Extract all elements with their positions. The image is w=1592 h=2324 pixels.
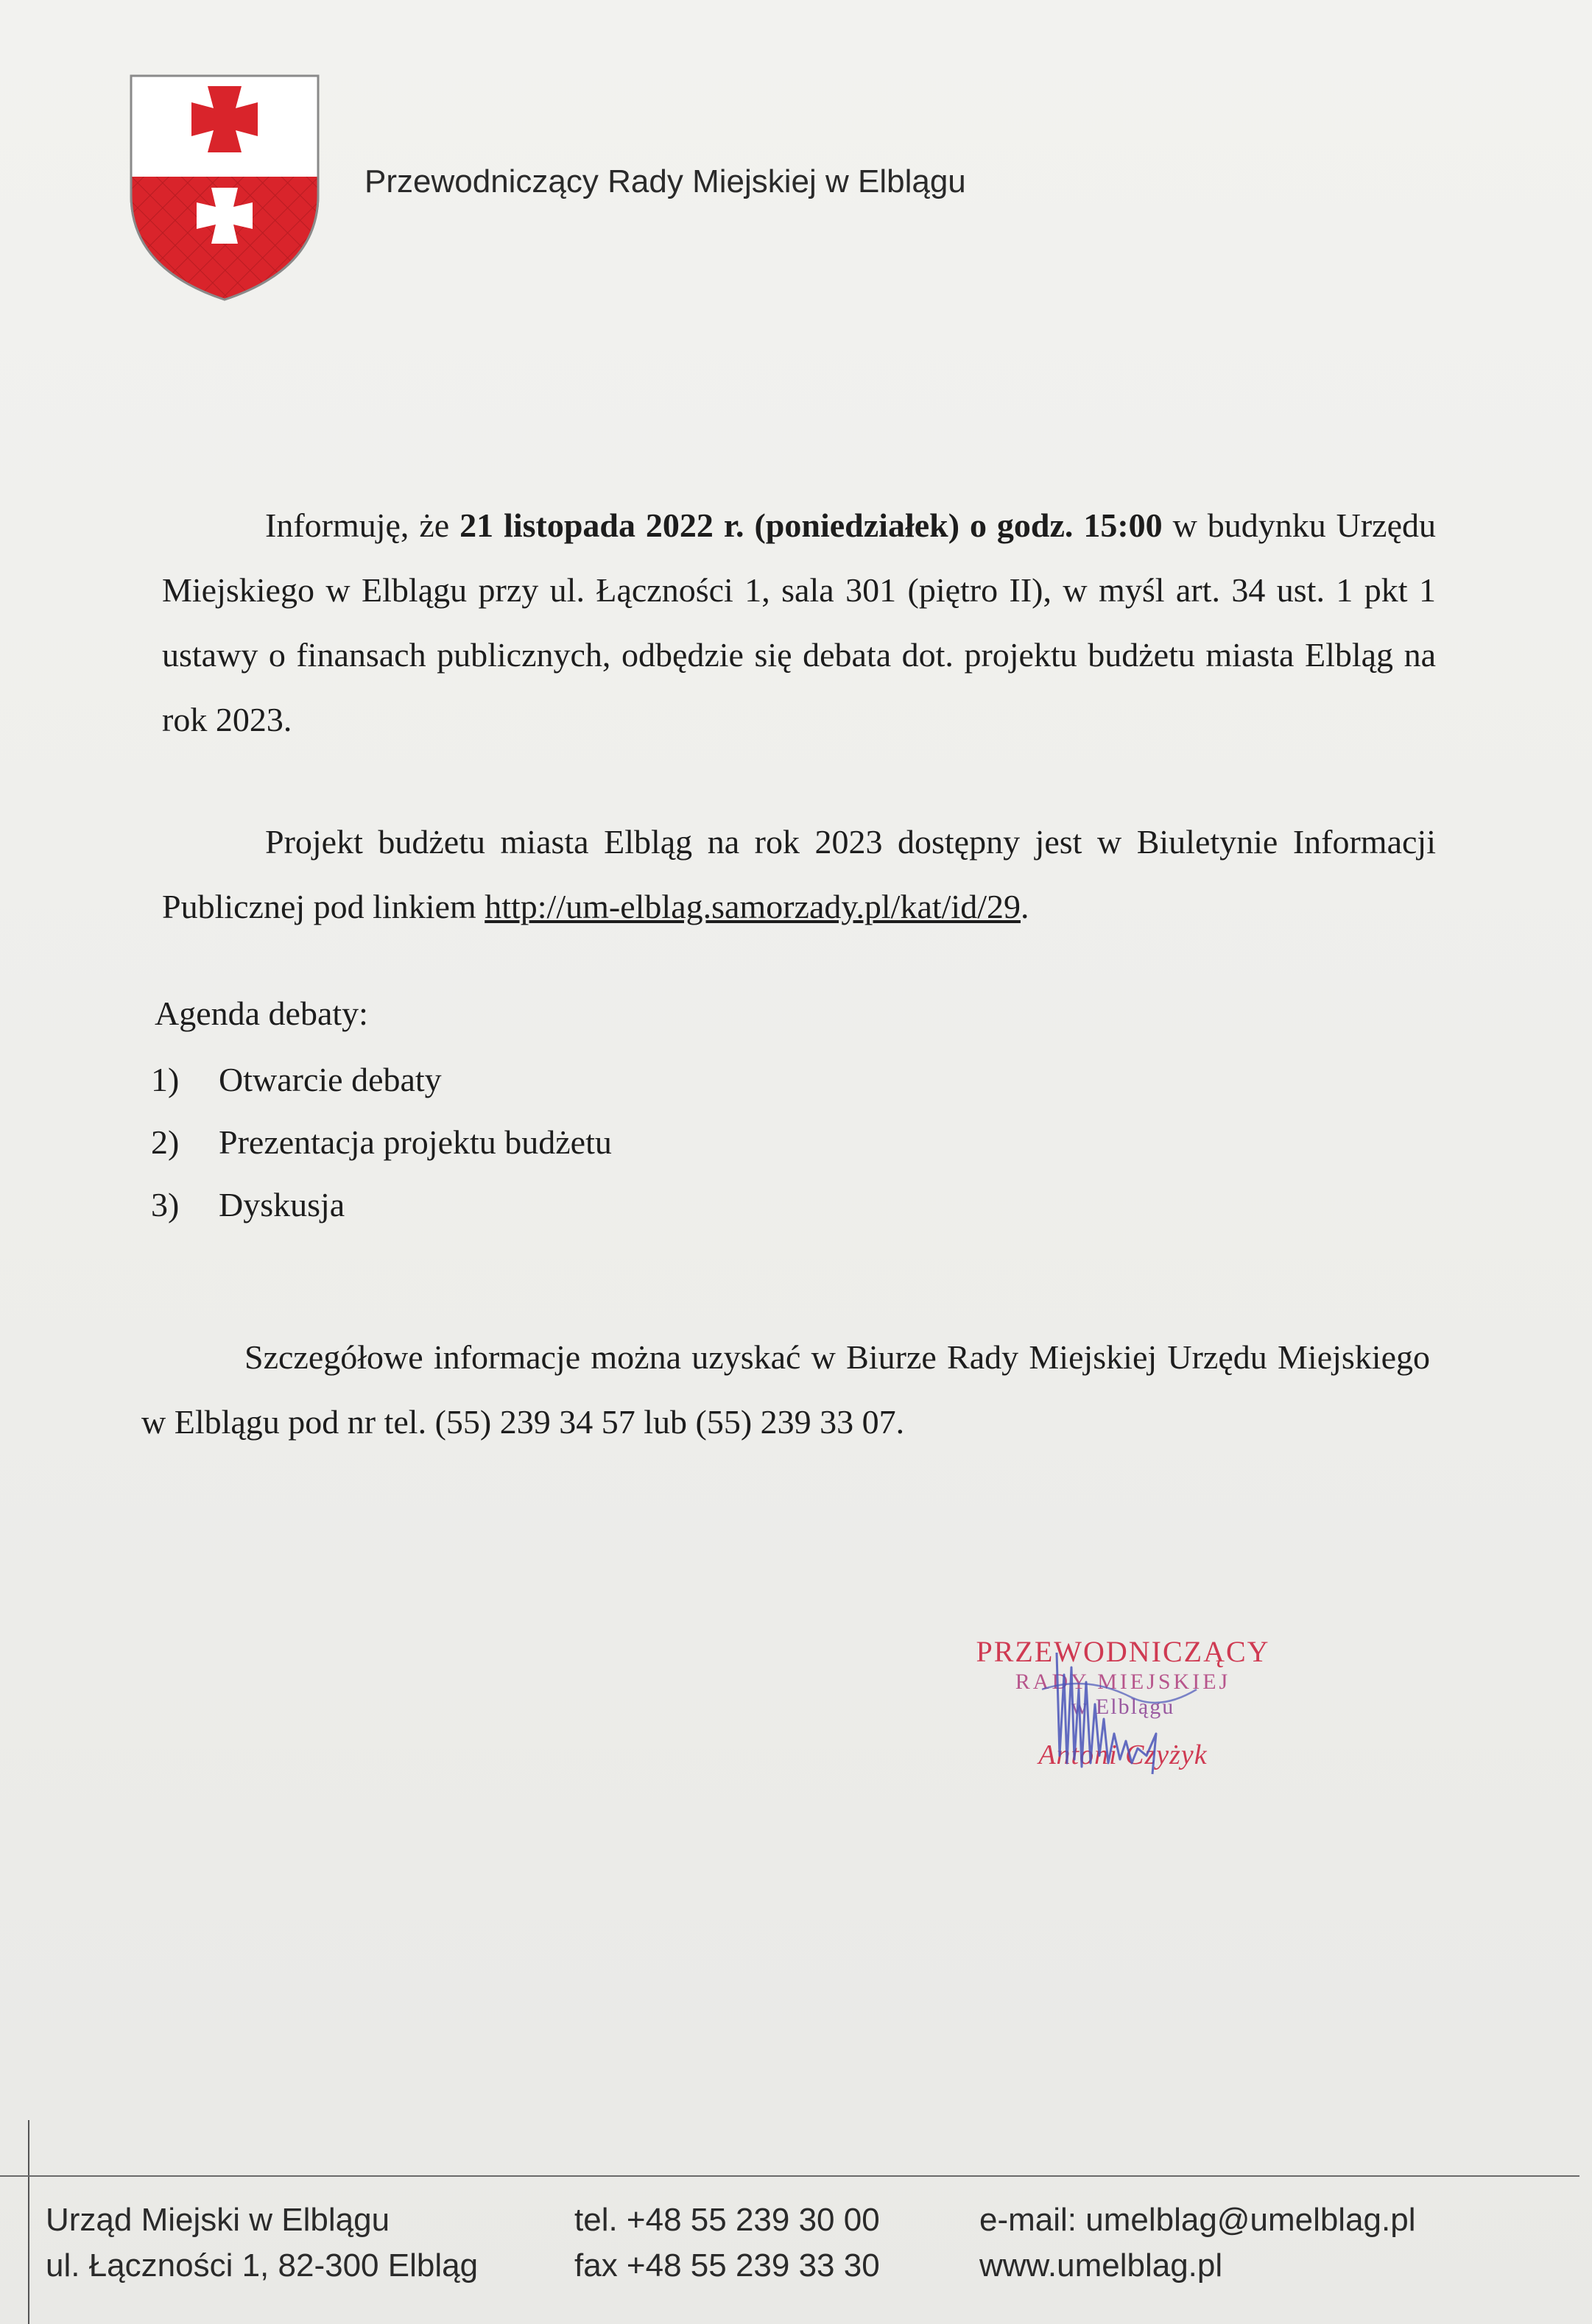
footer-fax: fax +48 55 239 33 30 (574, 2247, 880, 2284)
paragraph-budget-project (162, 810, 1436, 939)
stamp-name: Antoni Czyżyk (1038, 1740, 1208, 1770)
stamp-line-city: w Elblągu (1071, 1695, 1175, 1719)
announcement-intro: Informuję, że (265, 506, 450, 544)
bip-link[interactable]: http://um-elblag.samorzady.pl/kat/id/29 (485, 888, 1021, 925)
paragraph-announcement (162, 493, 1436, 752)
elblag-coat-of-arms-icon (125, 70, 324, 305)
agenda-item-label: Prezentacja projektu budżetu (219, 1123, 612, 1161)
agenda-item-number: 3) (151, 1186, 180, 1223)
paragraph-contact-info (141, 1325, 1430, 1455)
agenda-item-label: Dyskusja (219, 1186, 345, 1223)
agenda-item-label: Otwarcie debaty (219, 1061, 442, 1098)
agenda-item (151, 1185, 345, 1224)
agenda-title: Agenda debaty: (155, 995, 368, 1032)
announcement-date: 21 listopada 2022 r. (poniedziałek) o godz. 15:00 (459, 506, 1163, 544)
footer-tel: tel. +48 55 239 30 00 (574, 2202, 880, 2238)
footer-horizontal-rule (0, 2175, 1579, 2177)
footer-phone-block (574, 2197, 880, 2289)
footer-web-block (979, 2197, 1416, 2289)
announcement-rest: w budynku Urzędu Miejskiego w Elblągu przy ul. Łączności 1, sala 301 (piętro II), w myśl art. 34 ust. 1 pkt 1 ustawy o finansach publicznych, odbędzie się debata dot. projektu budżetu miasta Elbląg na rok 2023. (162, 506, 1437, 738)
footer-www[interactable]: www.umelblag.pl (979, 2247, 1223, 2284)
footer-org-name: Urząd Miejski w Elblągu (46, 2202, 390, 2238)
agenda-item-number: 2) (151, 1123, 180, 1161)
agenda-item (151, 1060, 442, 1099)
budget-project-end: . (1020, 888, 1029, 925)
agenda-item (151, 1123, 612, 1162)
footer-address-block (46, 2197, 478, 2289)
stamp-line-council: RADY MIEJSKIEJ (1015, 1670, 1231, 1694)
footer-email[interactable]: e-mail: umelblag@umelblag.pl (979, 2202, 1416, 2238)
agenda-item-number: 1) (151, 1061, 180, 1098)
contact-info-text: Szczegółowe informacje można uzyskać w Biurze Rady Miejskiej Urzędu Miejskiego w Elblągu pod nr tel. (55) 239 34 57 lub (55) 239 33 07. (141, 1338, 1430, 1441)
footer-address: ul. Łączności 1, 82-300 Elbląg (46, 2247, 479, 2284)
header-title: Przewodniczący Rady Miejskiej w Elblągu (364, 163, 966, 199)
footer-vertical-rule (28, 2120, 29, 2324)
budget-project-text: Projekt budżetu miasta Elbląg na rok 2023 dostępny jest w Biuletynie Informacji Publicznej pod linkiem (162, 823, 1436, 925)
handwritten-signature-icon (1027, 1645, 1219, 1778)
stamp-line-title: PRZEWODNICZĄCY (976, 1635, 1270, 1668)
